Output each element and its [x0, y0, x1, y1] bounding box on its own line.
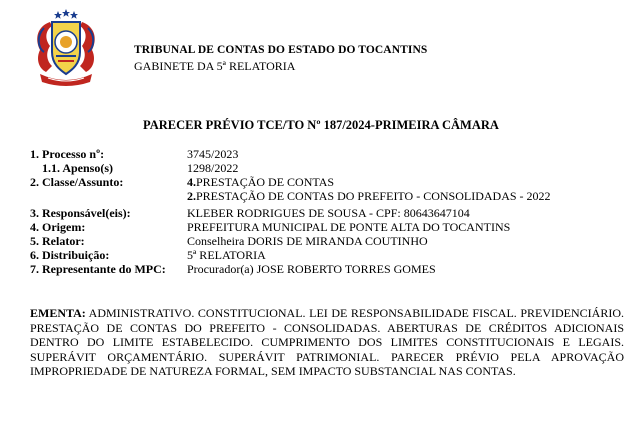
document-title: PARECER PRÉVIO TCE/TO Nº 187/2024-PRIMEIRA CÂMARA: [143, 118, 499, 132]
field-value: PREFEITURA MUNICIPAL DE PONTE ALTA DO TOCANTINS: [187, 220, 511, 234]
organization-name: TRIBUNAL DE CONTAS DO ESTADO DO TOCANTINS: [134, 44, 428, 56]
field-value-number: 4.: [187, 175, 196, 189]
case-fields: [30, 147, 630, 276]
field-label: 6. Distribuição:: [30, 248, 110, 262]
field-label: 2. Classe/Assunto:: [30, 175, 124, 189]
field-label: 1. Processo nº:: [30, 147, 105, 161]
ementa-paragraph: [30, 306, 624, 379]
field-responsavel: [30, 206, 630, 220]
field-label: 3. Responsável(eis):: [30, 206, 131, 220]
field-label: 5. Relator:: [30, 234, 85, 248]
field-value: PRESTAÇÃO DE CONTAS DO PREFEITO - CONSOLIDADAS - 2022: [196, 189, 551, 203]
field-value: Conselheira DORIS DE MIRANDA COUTINHO: [187, 234, 428, 248]
field-value: KLEBER RODRIGUES DE SOUSA - CPF: 80643647104: [187, 206, 470, 220]
field-value: PRESTAÇÃO DE CONTAS: [196, 175, 335, 189]
field-origem: [30, 220, 630, 234]
field-classe-assunto: [30, 175, 630, 189]
field-representante-mpc: [30, 262, 630, 276]
field-value: 3745/2023: [187, 147, 239, 161]
field-label: 7. Representante do MPC:: [30, 262, 166, 276]
field-relator: [30, 234, 630, 248]
field-value: 5ª RELATORIA: [187, 248, 266, 262]
field-value: 1298/2022: [187, 161, 239, 175]
field-value-number: 2.: [187, 189, 196, 203]
office-name: GABINETE DA 5ª RELATORIA: [134, 59, 296, 73]
field-apenso: [30, 161, 630, 175]
field-label: [30, 189, 187, 203]
field-value: Procurador(a) JOSE ROBERTO TORRES GOMES: [187, 262, 436, 276]
ementa-label: EMENTA:: [30, 306, 86, 320]
field-label: 4. Origem:: [30, 220, 86, 234]
field-label: 1.1. Apenso(s): [42, 161, 114, 175]
field-classe-assunto-2: [30, 189, 630, 203]
coat-of-arms-icon: [30, 8, 102, 88]
field-processo: [30, 147, 630, 161]
field-distribuicao: [30, 248, 630, 262]
document-header: [30, 8, 630, 88]
ementa-text: ADMINISTRATIVO. CONSTITUCIONAL. LEI DE RESPONSABILIDADE FISCAL. PREVIDENCIÁRIO. PRESTAÇÃO DE CONTAS DO PREFEITO - CONSOLIDADAS. ABERTURAS DE CRÉDITOS ADICIONAIS DENTRO DO LIMITE ESTABELECIDO. CUMPRIMENTO DOS LIMITES CONSTITUCIONAIS E LEGAIS. SUPERÁVIT ORÇAMENTÁRIO. SUPERÁVIT PATRIMONIAL. PARECER PRÉVIO PELA APROVAÇÃO IMPROPRIEDADE DE NATUREZA FORMAL, SEM IMPACTO SUBSTANCIAL NAS CONTAS.: [30, 306, 624, 379]
